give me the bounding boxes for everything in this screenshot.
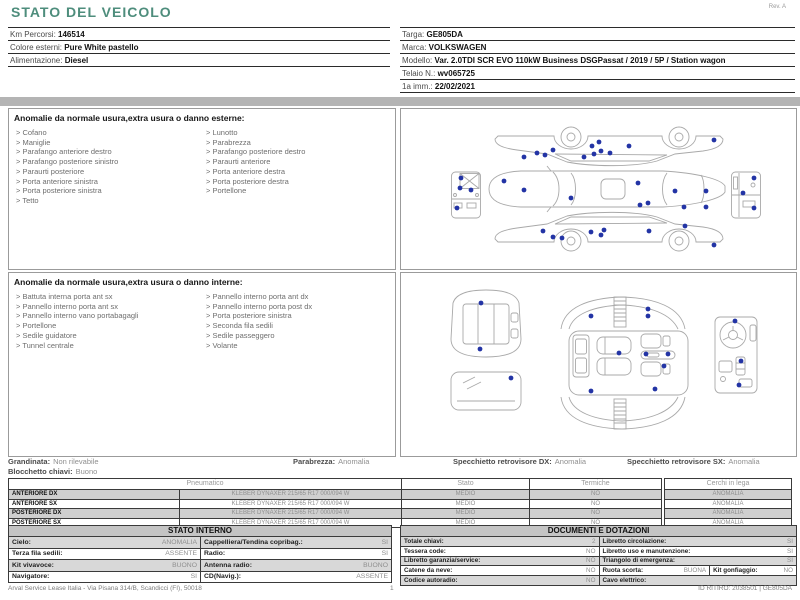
footer-company: Arval Service Lease Italia - Via Pisana 314/B, Scandicci (FI), 50018 [8, 585, 202, 592]
anomaly-item: > Pannello interno vano portabagagli [16, 311, 139, 321]
cell-value: NO [586, 567, 596, 575]
table-row [401, 547, 796, 557]
info-row [8, 53, 390, 67]
anomaly-item: > Battuta interna porta ant sx [16, 292, 113, 301]
table-cell [401, 576, 599, 585]
summary-value: Anomalia [554, 457, 587, 466]
tyre-cell: KLEBER DYNAXER 215/65 R17 000/094 W [179, 519, 401, 528]
table-cell [200, 560, 391, 571]
car-interior-diagram [401, 273, 794, 454]
damage-dot [589, 389, 594, 394]
cell-label: CD(Navig.): [204, 573, 242, 581]
anomaly-item: > Maniglie [16, 137, 51, 147]
cell-label: Libretto garanzia/service: [404, 557, 481, 565]
tyre-cell: MEDIO [401, 490, 529, 499]
damage-dot [589, 230, 594, 235]
info-value: VOLKSWAGEN [428, 43, 487, 52]
summary-label: Specchietto retrovisore DX: [453, 457, 552, 466]
table-cell [9, 537, 200, 548]
damage-dot [599, 149, 604, 154]
info-value: 146514 [58, 30, 85, 39]
damage-dot [522, 155, 527, 160]
damage-dot [560, 236, 565, 241]
damage-dot [469, 188, 474, 193]
tyre-row [9, 490, 661, 500]
table-row [401, 576, 796, 585]
anomaly-item: > Porta posteriore sinistra [206, 311, 292, 321]
anomaly-item: > Volante [206, 340, 238, 350]
summary-label: Blocchetto chiavi: [8, 467, 73, 476]
damage-dot [543, 153, 548, 158]
damage-dot [458, 186, 463, 191]
stato-interno-table [8, 525, 392, 583]
damage-dot [522, 188, 527, 193]
summary-label: Grandinata: [8, 457, 51, 466]
damage-dot [608, 151, 613, 156]
damage-dot [590, 144, 595, 149]
stato-interno-title: STATO INTERNO [9, 526, 391, 537]
table-cell [200, 572, 391, 583]
damage-dot [569, 196, 574, 201]
cell-label: Antenna radio: [204, 561, 252, 569]
damage-dot [541, 229, 546, 234]
table-cell [709, 566, 796, 575]
cell-label: Triangolo di emergenza: [602, 557, 675, 565]
damage-dot [592, 152, 597, 157]
cell-label: Ruota scorta: [602, 567, 644, 575]
tyre-cell: POSTERIORE DX [12, 510, 62, 517]
exterior-anomalies-title: Anomalie da normale usura,extra usura o danno esterne: [14, 113, 245, 123]
cell-value: SI [787, 547, 793, 555]
documenti-title: DOCUMENTI E DOTAZIONI [401, 526, 796, 537]
cell-value: SI [787, 557, 793, 565]
page-title: STATO DEL VEICOLO [11, 4, 172, 20]
damage-dot [478, 347, 483, 352]
anomaly-item: > Portellone [16, 321, 57, 331]
table-cell [200, 537, 391, 548]
damage-dot [599, 233, 604, 238]
cell-value: ANOMALIA [161, 538, 197, 546]
summary-label: Parabrezza: [293, 457, 336, 466]
table-cell [401, 547, 599, 556]
damage-dot [646, 314, 651, 319]
damage-dot [733, 319, 738, 324]
cell-label: Cappelliera/Tendina copribag.: [204, 538, 303, 546]
alloy-wheel-row [665, 509, 791, 519]
alloy-wheel-cell: ANOMALIA [712, 519, 744, 526]
table-cell [599, 537, 797, 546]
anomaly-item: > Portellone [206, 186, 247, 196]
alloy-wheel-cell: ANOMALIA [712, 500, 744, 507]
table-row [9, 572, 391, 583]
alloy-wheel-cell: ANOMALIA [712, 491, 744, 497]
anomaly-item: > Tunnel centrale [16, 340, 74, 350]
damage-dot [617, 351, 622, 356]
cell-label: Cavo elettrico: [602, 577, 647, 585]
footer-page-number: 1 [390, 585, 394, 592]
damage-dot [582, 155, 587, 160]
info-row [400, 79, 795, 93]
documenti-rows [401, 537, 796, 585]
damage-dot [741, 191, 746, 196]
cell-label: Tessera code: [404, 547, 446, 555]
tyre-cell: MEDIO [401, 509, 529, 518]
cell-value: ASSENTE [165, 550, 197, 558]
summary-value: Buono [75, 467, 98, 476]
info-label: Telaio N.: [402, 69, 438, 78]
table-row [9, 537, 391, 549]
tyre-cell: NO [529, 509, 661, 518]
info-value: Diesel [64, 56, 89, 65]
summary-value: Anomalia [728, 457, 760, 466]
table-cell [200, 549, 391, 560]
info-value: Var. 2.0TDI SCR EVO 110kW Business DSGPassat / 2019 / 5P / Station wagon [434, 56, 726, 65]
cell-label: Kit vivavoce: [12, 561, 54, 569]
tyre-cell: POSTERIORE SX [12, 519, 62, 526]
anomaly-item: > Parafango posteriore destro [206, 147, 306, 157]
header-termiche: Termiche [529, 479, 661, 489]
section-divider-bar [0, 97, 800, 106]
info-value: GE805DA [426, 30, 463, 39]
tyre-row [9, 500, 661, 510]
info-row [400, 53, 795, 66]
damage-dot [509, 376, 514, 381]
cell-value: BUONA [683, 567, 707, 575]
cell-value: SI [787, 537, 793, 545]
cell-label: Navigatore: [12, 573, 50, 581]
tyre-row [9, 509, 661, 519]
damage-dot [551, 148, 556, 153]
documenti-table [400, 525, 797, 586]
cell-value: BUONO [172, 561, 197, 569]
damage-dot [597, 140, 602, 145]
damage-dot [644, 352, 649, 357]
damage-dot [479, 301, 484, 306]
cell-value: NO [586, 557, 596, 565]
cell-value: SI [381, 550, 388, 558]
cell-label: Totale chiavi: [404, 537, 444, 545]
damage-dot [502, 179, 507, 184]
revision-label: Rev. A [768, 4, 786, 10]
damage-dot [459, 176, 464, 181]
table-cell [401, 566, 599, 575]
info-label: Marca: [402, 43, 429, 52]
cell-label: Libretto uso e manutenzione: [602, 547, 691, 555]
table-row [401, 566, 796, 576]
footer-ritiro-id: ID RITIRO: 2038501 | GE805DA [698, 585, 792, 592]
table-row [9, 549, 391, 561]
summary-value: Non rilevabile [53, 457, 99, 466]
cell-label: Cielo: [12, 538, 31, 546]
tyre-table-header [9, 479, 661, 490]
table-cell [9, 560, 200, 571]
interior-anomalies-panel [8, 272, 396, 457]
anomaly-item: > Porta posteriore sinistra [16, 186, 102, 196]
damage-dot [662, 364, 667, 369]
info-row [8, 40, 390, 53]
damage-dot [752, 176, 757, 181]
cell-label: Codice autoradio: [404, 577, 458, 585]
car-exterior-diagram [401, 109, 794, 267]
info-row [400, 27, 795, 40]
anomaly-item: > Parafango anteriore destro [16, 147, 112, 157]
interior-anomalies-left-column [16, 292, 166, 350]
info-row [400, 66, 795, 79]
damage-dot [653, 387, 658, 392]
cell-value: SI [190, 573, 197, 581]
cell-value: NO [783, 567, 793, 575]
damage-dot [627, 144, 632, 149]
info-label: Targa: [402, 30, 427, 39]
summary-specchietto-dx [453, 457, 586, 466]
anomaly-item: > Tetto [16, 195, 39, 205]
alloy-wheels-table [664, 478, 792, 528]
anomaly-item: > Parafango posteriore sinistro [16, 157, 119, 167]
exterior-anomalies-right-column [206, 128, 356, 196]
info-label: Modello: [402, 56, 435, 65]
cell-value: NO [586, 577, 596, 585]
info-label: 1a imm.: [402, 82, 435, 91]
cell-value: ASSENTE [356, 573, 388, 581]
damage-dot [589, 314, 594, 319]
damage-dot [646, 307, 651, 312]
alloy-wheel-row [665, 490, 791, 500]
cell-value: BUONO [363, 561, 388, 569]
cell-label: Catene da neve: [404, 567, 453, 575]
anomaly-item: > Porta posteriore destra [206, 176, 289, 186]
summary-blocchetto-chiavi [8, 467, 97, 476]
cell-label: Libretto circolazione: [602, 537, 667, 545]
tyre-cell: NO [529, 490, 661, 499]
summary-parabrezza [293, 457, 369, 466]
damage-dot [551, 235, 556, 240]
summary-specchietto-sx [627, 457, 760, 466]
alloy-wheels-header [665, 479, 791, 490]
tyre-cell: NO [529, 500, 661, 509]
damage-dot [712, 138, 717, 143]
info-row [400, 40, 795, 53]
damage-dot [535, 151, 540, 156]
vehicle-info-right [400, 27, 795, 93]
alloy-wheel-cell: ANOMALIA [712, 510, 744, 517]
damage-dot [638, 203, 643, 208]
damage-dot [752, 206, 757, 211]
info-row [8, 27, 390, 40]
tyre-rows [9, 490, 661, 527]
anomaly-item: > Pannello interno porta ant sx [16, 301, 118, 311]
summary-grandinata [8, 457, 99, 466]
anomaly-item: > Porta anteriore sinistra [16, 176, 98, 186]
damage-dot [646, 201, 651, 206]
table-cell [401, 537, 599, 546]
anomaly-item: > Pannello interno porta post dx [206, 301, 313, 311]
cell-label: Terza fila sedili: [12, 550, 63, 558]
info-value: wv065725 [437, 69, 475, 78]
anomaly-item: > Pannello interno porta ant dx [206, 292, 309, 301]
stato-interno-rows [9, 537, 391, 582]
tyre-cell: ANTERIORE DX [12, 491, 58, 497]
anomaly-item: > Lunotto [206, 128, 238, 137]
anomaly-item: > Paraurti anteriore [206, 157, 271, 167]
damage-dot [666, 352, 671, 357]
damage-dot [636, 181, 641, 186]
table-cell [599, 566, 710, 575]
table-row [401, 557, 796, 567]
interior-anomalies-title: Anomalie da normale usura,extra usura o danno interne: [14, 277, 243, 287]
interior-anomalies-right-column [206, 292, 356, 350]
info-label: Km Percorsi: [10, 30, 59, 39]
tyre-table [8, 478, 662, 528]
damage-dot [682, 205, 687, 210]
tyre-cell: KLEBER DYNAXER 215/65 R17 000/094 W [179, 500, 401, 509]
header-pneumatico: Pneumatico [186, 480, 224, 487]
tyre-cell: ANTERIORE SX [12, 500, 58, 507]
exterior-anomalies-left-column [16, 128, 166, 206]
damage-dot [712, 243, 717, 248]
info-label: Colore esterni: [10, 43, 65, 52]
damage-dot [739, 359, 744, 364]
anomaly-item: > Sedile passeggero [206, 330, 275, 340]
tyre-cell: KLEBER DYNAXER 215/65 R17 000/094 W [179, 490, 401, 499]
info-label: Alimentazione: [10, 56, 65, 65]
anomaly-item: > Porta anteriore destra [206, 166, 286, 176]
damage-dot [683, 224, 688, 229]
damage-dot [737, 383, 742, 388]
info-value: Pure White pastello [64, 43, 139, 52]
summary-value: Anomalia [338, 457, 370, 466]
table-cell [9, 572, 200, 583]
cell-label: Kit gonfiaggio: [713, 567, 758, 575]
interior-diagram-panel [400, 272, 797, 457]
alloy-wheel-rows [665, 490, 791, 527]
tyre-cell: NO [529, 519, 661, 528]
table-cell [401, 557, 599, 566]
table-cell [599, 547, 797, 556]
tyre-cell: MEDIO [401, 500, 529, 509]
table-row [401, 537, 796, 547]
anomaly-item: > Seconda fila sedili [206, 321, 273, 331]
anomaly-item: > Paraurti posteriore [16, 166, 85, 176]
damage-dot [704, 205, 709, 210]
damage-dot [704, 189, 709, 194]
damage-dot [673, 189, 678, 194]
table-row [9, 560, 391, 572]
cell-value: SI [381, 538, 388, 546]
cell-label: Radio: [204, 550, 226, 558]
cell-value: NO [586, 547, 596, 555]
damage-dot [455, 206, 460, 211]
info-value: 22/02/2021 [434, 82, 475, 91]
exterior-anomalies-panel [8, 108, 396, 270]
table-cell [599, 557, 797, 566]
cell-value: 2 [591, 537, 596, 545]
anomaly-item: > Cofano [16, 128, 47, 137]
anomaly-item: > Sedile guidatore [16, 330, 77, 340]
vehicle-info-left [8, 27, 390, 67]
tyre-cell: MEDIO [401, 519, 529, 528]
tyre-cell: KLEBER DYNAXER 215/65 R17 000/094 W [179, 509, 401, 518]
table-cell [9, 549, 200, 560]
header-cerchi-in-lega: Cerchi in lega [706, 480, 750, 487]
summary-label: Specchietto retrovisore SX: [627, 457, 726, 466]
anomaly-item: > Parabrezza [206, 137, 251, 147]
header-stato: Stato [401, 479, 529, 489]
damage-dot [602, 228, 607, 233]
alloy-wheel-row [665, 500, 791, 510]
exterior-diagram-panel [400, 108, 797, 270]
damage-dot [647, 229, 652, 234]
table-cell [599, 576, 797, 585]
